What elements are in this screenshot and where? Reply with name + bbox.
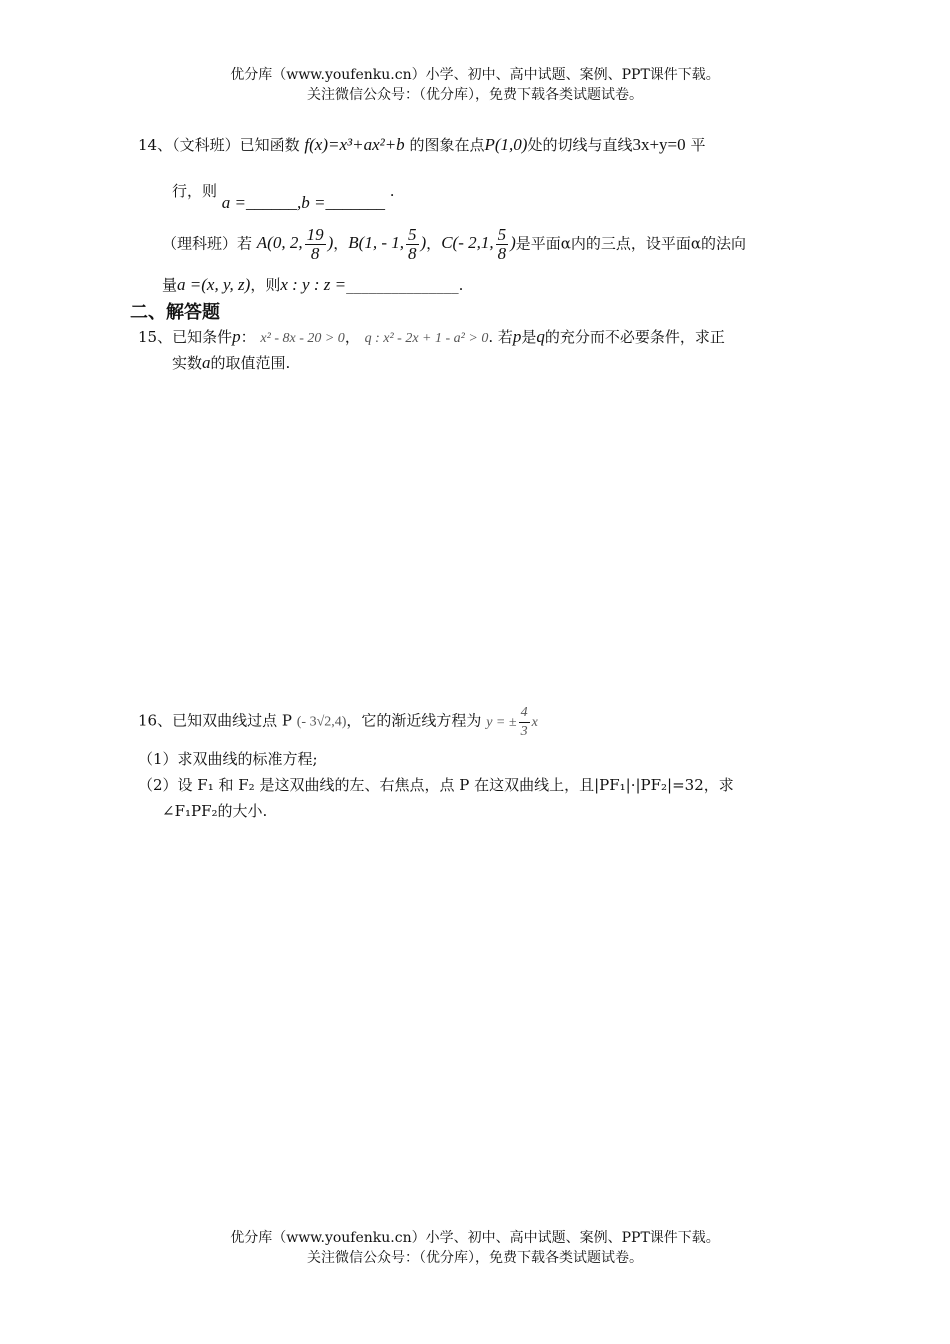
q14-point-b-den: 8 bbox=[408, 244, 417, 263]
q15-line2-end: 的取值范围. bbox=[210, 354, 291, 372]
q15-condition-p: x² - 8x - 20 > 0 bbox=[260, 331, 345, 346]
q14-li-blank[interactable]: _______________. bbox=[346, 276, 464, 294]
q14-wen-ping: 平 bbox=[690, 136, 706, 154]
section-title: 二、解答题 bbox=[130, 302, 220, 323]
q14-wen-line1 bbox=[138, 134, 705, 155]
q16-asym-num: 4 bbox=[519, 704, 530, 723]
q16-number: 16、 bbox=[138, 711, 173, 730]
q15-text3: 是 bbox=[521, 328, 537, 346]
q14-point-c-den: 8 bbox=[497, 244, 507, 263]
footer-line-2: 关注微信公众号：（优分库），免费下载各类试题试卷。 bbox=[307, 1250, 643, 1266]
q14-li-label: （理科班）若 bbox=[162, 234, 253, 253]
q15-p2: p bbox=[512, 327, 522, 346]
q14-sep-1: ， bbox=[333, 234, 349, 253]
q16-part2: （2）设 F₁ 和 F₂ 是这双曲线的左、右焦点，点 P 在这双曲线上，且|PF₁|·|PF₂|=32，求 bbox=[138, 776, 734, 794]
q16-line1 bbox=[138, 704, 538, 741]
q16-asym-den: 3 bbox=[520, 724, 528, 739]
q14-wen-line2-start: 行，则 bbox=[172, 182, 218, 200]
q15-text1: 已知条件 bbox=[172, 328, 233, 346]
q14-number: 14、 bbox=[138, 136, 173, 154]
q16-text2: ，它的渐近线方程为 bbox=[346, 711, 482, 730]
q15-text2: . 若 bbox=[488, 328, 513, 346]
q15-line2-text: 实数 bbox=[172, 354, 203, 372]
q14-li-ratio: x : y : z = bbox=[280, 275, 347, 294]
q15-number: 15、 bbox=[138, 328, 173, 346]
footer-line-1: 优分库（www.youfenku.cn）小学、初中、高中试题、案例、PPT课件下载。 bbox=[230, 1230, 720, 1246]
q16-point: (- 3√2,4) bbox=[296, 714, 347, 730]
q14-point-b: B(1, - 1, $\frac{5}{8}$ ) bbox=[348, 225, 427, 263]
q15-line1 bbox=[138, 326, 725, 347]
header-line-2: 关注微信公众号：（优分库），免费下载各类试题试卷。 bbox=[307, 87, 643, 103]
q14-point-c: C(- 2,1, $\frac{5}{8}$ ) bbox=[441, 225, 516, 263]
q14-li-mid: 是平面α内的三点，设平面α的法向 bbox=[515, 234, 747, 253]
q16-part2-line2: ∠F₁PF₂的大小. bbox=[162, 802, 268, 820]
q14-wen-blank-a[interactable]: a =______ bbox=[221, 193, 298, 212]
q16-part1: （1）求双曲线的标准方程; bbox=[138, 750, 318, 768]
q15-q2: q bbox=[536, 327, 545, 346]
q14-li-line1 bbox=[162, 226, 746, 263]
q15-p: p bbox=[232, 327, 241, 346]
q14-wen-line-eq: 3x+y=0 bbox=[632, 135, 686, 154]
q14-point-a-num: 19 bbox=[306, 225, 324, 244]
q14-point-a: A(0, 2, $\frac{19}{8}$ ) bbox=[256, 225, 334, 263]
q14-wen-period: . bbox=[389, 182, 395, 200]
q14-li-then: ，则 bbox=[250, 276, 281, 294]
q14-point-c-num: 5 bbox=[497, 225, 507, 244]
q14-point-a-den: 8 bbox=[310, 244, 320, 263]
q15-comma: ， bbox=[344, 328, 360, 346]
q15-line2 bbox=[172, 352, 290, 373]
q14-li-line2-pre: 量 bbox=[162, 276, 178, 294]
q14-wen-after: 处的切线与直线 bbox=[527, 136, 633, 154]
q14-li-vector: a =(x, y, z) bbox=[177, 275, 251, 294]
q14-li-line2 bbox=[162, 274, 463, 295]
q15-a: a bbox=[202, 353, 211, 372]
q14-wen-line2 bbox=[172, 180, 395, 212]
q16-asymptote: y = ± $\frac{4}{3}$ x bbox=[486, 705, 538, 739]
q14-wen-blank-b[interactable]: ,b =_______ bbox=[297, 193, 386, 212]
q14-wen-label: （文科班）已知函数 bbox=[172, 136, 300, 154]
q14-wen-point: P(1,0) bbox=[484, 135, 528, 154]
q15-colon: ： bbox=[240, 328, 256, 346]
q16-text1: 已知双曲线过点 P bbox=[172, 711, 292, 730]
q15-text4: 的充分而不必要条件，求正 bbox=[544, 328, 725, 346]
q15-condition-q: q : x² - 2x + 1 - a² > 0 bbox=[364, 331, 489, 346]
q14-point-b-num: 5 bbox=[408, 225, 417, 244]
q14-wen-function: f(x)=x³+ax²+b bbox=[304, 135, 405, 154]
q14-sep-2: ， bbox=[426, 234, 442, 253]
header-line-1: 优分库（www.youfenku.cn）小学、初中、高中试题、案例、PPT课件下载。 bbox=[230, 67, 720, 83]
q14-wen-mid: 的图象在点 bbox=[409, 136, 485, 154]
